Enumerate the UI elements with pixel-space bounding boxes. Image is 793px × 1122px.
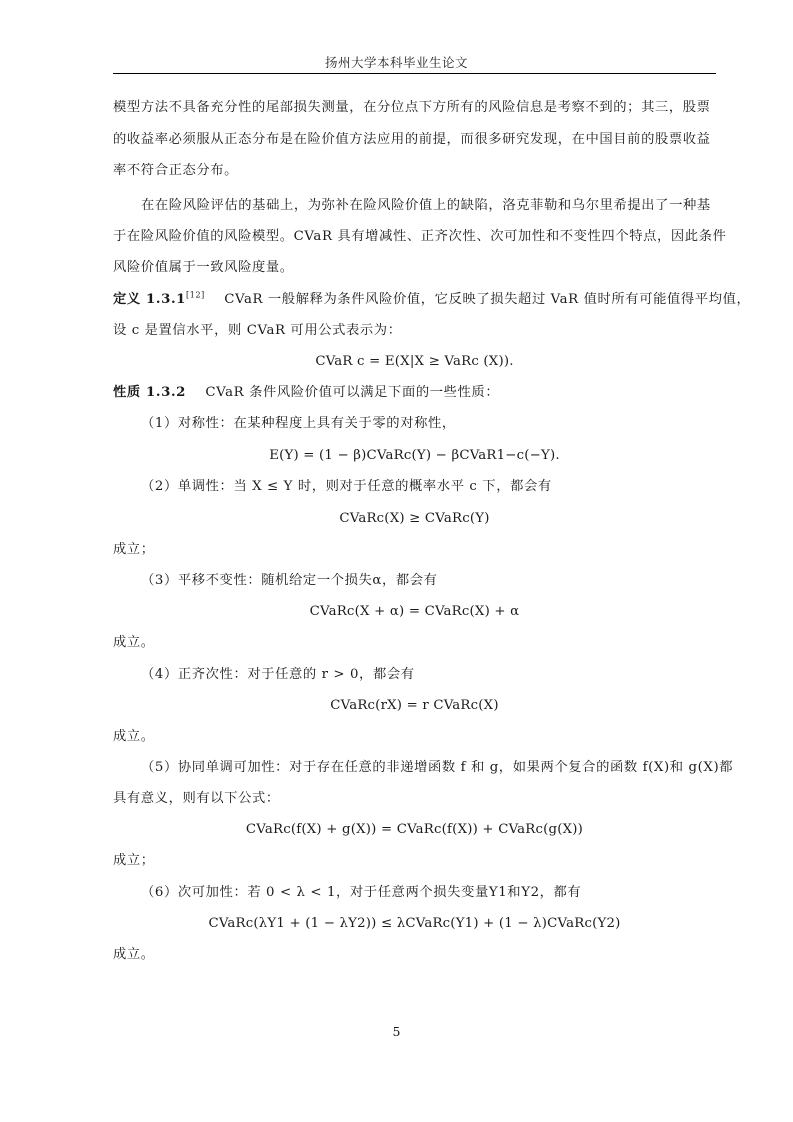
formula-comonotonic: CVaRc(f(X) + g(X)) = CVaRc(f(X)) + CVaRc(g(X)) [245, 822, 584, 837]
citation-ref[interactable]: [12] [186, 290, 205, 300]
item-6-tail: 成立。 [113, 947, 155, 962]
definition-line-2: 设 c 是置信水平，则 CVaR 可用公式表示为： [113, 323, 402, 338]
item-3-text: （3）平移不变性：随机给定一个损失α，都会有 [141, 573, 438, 588]
property-label: 性质 1.3.2 [113, 385, 187, 400]
item-5-text-2: 具有意义，则有以下公式： [113, 791, 280, 806]
definition-line [113, 290, 751, 310]
item-2-text: （2）单调性：当 X ≤ Y 时，则对于任意的概率水平 c 下，都会有 [141, 479, 552, 494]
paragraph-line: 于在险风险价值的风险模型。CVaR 具有增减性、正齐次性、次可加性和不变性四个特点，因此条件 [113, 229, 727, 244]
formula-homogeneity: CVaRc(rX) = r CVaRc(X) [330, 698, 499, 713]
item-6-text: （6）次可加性：若 0 < λ < 1，对于任意两个损失变量Y1和Y2，都有 [141, 885, 582, 900]
formula-cvar-definition: CVaR c = E(X|X ≥ VaRc (X)). [315, 354, 514, 369]
paragraph-line: 模型方法不具备充分性的尾部损失测量，在分位点下方所有的风险信息是考察不到的；其三，股票 [113, 100, 711, 115]
page-number: 5 [392, 1024, 401, 1039]
paragraph-line: 在在险风险评估的基础上，为弥补在险风险价值上的缺陷，洛克菲勒和乌尔里希提出了一种基 [141, 198, 711, 213]
property-line [113, 383, 716, 403]
formula-subadditivity: CVaRc(λY1 + (1 − λY2)) ≤ λCVaRc(Y1) + (1 − λ)CVaRc(Y2) [208, 916, 621, 931]
paragraph-line: 的收益率必须服从正态分布是在险价值方法应用的前提，而很多研究发现，在中国目前的股票收益 [113, 132, 711, 147]
definition-text: CVaR 一般解释为条件风险价值，它反映了损失超过 VaR 值时所有可能值得平均值， [224, 292, 751, 307]
paragraph-line: 率不符合正态分布。 [113, 163, 239, 178]
item-3-tail: 成立。 [113, 635, 155, 650]
definition-label: 定义 1.3.1 [113, 292, 187, 307]
item-4-text: （4）正齐次性：对于任意的 r > 0，都会有 [141, 667, 415, 682]
item-4-tail: 成立。 [113, 729, 155, 744]
item-1-text: （1）对称性：在某种程度上具有关于零的对称性， [141, 416, 456, 431]
formula-monotonicity: CVaRc(X) ≥ CVaRc(Y) [339, 511, 490, 526]
page-header-title: 扬州大学本科毕业生论文 [324, 55, 468, 70]
formula-translation: CVaRc(X + α) = CVaRc(X) + α [309, 604, 520, 619]
item-5-tail: 成立； [113, 853, 155, 868]
property-text: CVaR 条件风险价值可以满足下面的一些性质： [205, 385, 500, 400]
formula-symmetry: E(Y) = (1 − β)CVaRc(Y) − βCVaR1−c(−Y). [269, 448, 560, 463]
header-rule [113, 73, 716, 74]
item-2-tail: 成立； [113, 542, 155, 557]
paragraph-line: 风险价值属于一致风险度量。 [113, 260, 294, 275]
item-5-text: （5）协同单调可加性：对于存在任意的非递增函数 f 和 g，如果两个复合的函数 f(X)和 g(X)都 [141, 760, 734, 775]
